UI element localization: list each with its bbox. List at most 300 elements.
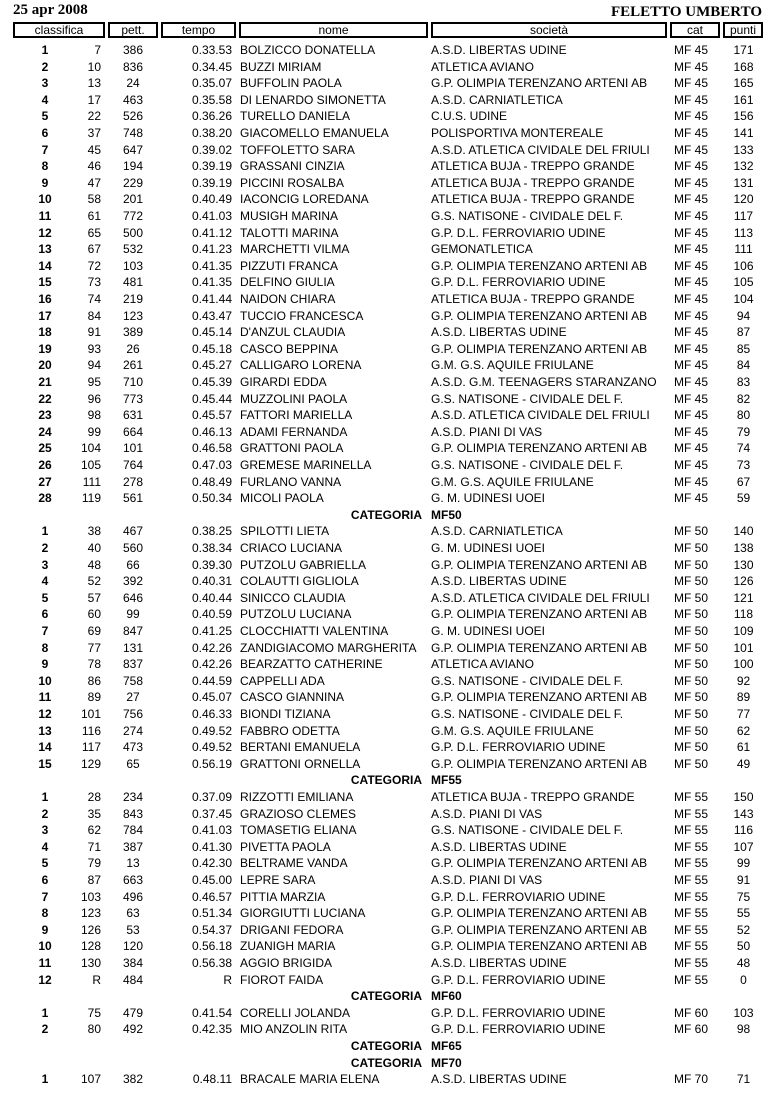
time-cell: 0.39.19 [191, 159, 232, 174]
athlete-name-cell: TALOTTI MARINA [240, 225, 339, 240]
points-cell: 74 [736, 441, 751, 456]
overall-position-cell: 40 [87, 541, 101, 555]
points-cell: 87 [736, 325, 751, 340]
club-cell: G.P. OLIMPIA TERENZANO ARTENI AB [431, 441, 648, 456]
club-cell: ATLETICA BUJA - TREPPO GRANDE [431, 175, 635, 190]
overall-position-cell: 101 [80, 707, 101, 721]
overall-position-cell: 37 [87, 126, 101, 140]
overall-position-cell: 22 [87, 109, 101, 124]
column-header-pett: pett. [108, 22, 158, 38]
overall-position-cell: 67 [87, 242, 101, 257]
rank-cell: 5 [41, 856, 49, 871]
overall-position-cell: 111 [82, 474, 101, 489]
rank-cell: 9 [41, 175, 49, 190]
bib-number-cell: 229 [122, 175, 144, 190]
bib-number-cell: 663 [122, 873, 144, 887]
club-cell: G. M. UDINESI UOEI [431, 624, 546, 638]
table-row [0, 739, 775, 756]
points-cell: 171 [733, 43, 754, 57]
table-row [0, 689, 775, 706]
overall-position-cell: 87 [87, 873, 101, 887]
overall-position-cell: 52 [87, 574, 101, 589]
bib-number-cell: 389 [122, 325, 144, 340]
points-cell: 133 [733, 142, 754, 157]
club-cell: G.P. D.L. FERROVIARIO UDINE [431, 1005, 606, 1020]
club-cell: G.M. G.S. AQUILE FRIULANE [431, 474, 594, 489]
athlete-name-cell: DELFINO GIULIA [240, 275, 335, 290]
time-cell: 0.40.49 [191, 192, 232, 207]
club-cell: A.S.D. ATLETICA CIVIDALE DEL FRIULI [431, 142, 650, 157]
points-cell: 100 [733, 657, 754, 672]
club-cell: A.S.D. LIBERTAS UDINE [431, 839, 567, 854]
club-cell: G.S. NATISONE - CIVIDALE DEL F. [431, 391, 624, 406]
bib-number-cell: 120 [122, 939, 144, 954]
table-row [0, 225, 775, 242]
bib-number-cell: 526 [122, 109, 144, 124]
time-cell: 0.46.13 [191, 424, 232, 439]
time-cell: 0.45.00 [191, 873, 232, 887]
category-cell: MF 50 [674, 690, 709, 705]
time-cell: 0.51.34 [191, 906, 232, 921]
club-cell: G.P. D.L. FERROVIARIO UDINE [431, 1022, 606, 1037]
points-cell: 109 [733, 624, 754, 638]
overall-position-cell: 58 [87, 192, 101, 207]
rank-cell: 14 [38, 740, 52, 755]
rank-cell: 8 [41, 159, 49, 174]
overall-position-cell: 95 [87, 375, 101, 389]
time-cell: 0.41.23 [191, 242, 232, 257]
category-cell: MF 45 [674, 408, 709, 423]
overall-position-cell: 75 [87, 1005, 101, 1020]
overall-position-cell: 123 [80, 906, 101, 921]
club-cell: POLISPORTIVA MONTEREALE [431, 126, 604, 140]
category-heading [0, 772, 775, 789]
time-cell: 0.56.18 [191, 939, 232, 954]
overall-position-cell: 46 [87, 159, 101, 174]
club-cell: G.S. NATISONE - CIVIDALE DEL F. [431, 823, 624, 838]
table-row [0, 972, 775, 989]
rank-cell: 1 [41, 790, 49, 804]
table-row [0, 573, 775, 590]
club-cell: G.P. OLIMPIA TERENZANO ARTENI AB [431, 922, 648, 937]
bib-number-cell: 647 [122, 142, 144, 157]
rank-cell: 6 [41, 126, 49, 140]
club-cell: A.S.D. LIBERTAS UDINE [431, 956, 567, 970]
category-cell: MF 50 [674, 624, 709, 638]
athlete-name-cell: ZANDIGIACOMO MARGHERITA [240, 640, 417, 655]
time-cell: 0.43.47 [191, 308, 232, 323]
overall-position-cell: 7 [94, 43, 101, 57]
category-label: CATEGORIA [350, 773, 422, 788]
points-cell: 130 [733, 557, 754, 572]
points-cell: 55 [736, 906, 751, 921]
rank-cell: 13 [38, 242, 52, 257]
club-cell: G.P. OLIMPIA TERENZANO ARTENI AB [431, 690, 648, 705]
column-header-classifica: classifica [13, 22, 105, 38]
athlete-name-cell: GRASSANI CINZIA [240, 159, 345, 174]
category-cell: MF 50 [674, 756, 709, 771]
overall-position-cell: R [92, 972, 101, 987]
time-cell: 0.48.49 [191, 474, 232, 489]
bib-number-cell: 758 [122, 673, 144, 688]
category-heading [0, 1055, 775, 1072]
rank-cell: 14 [38, 258, 52, 273]
athlete-name-cell: BUZZI MIRIAM [240, 59, 322, 74]
rank-cell: 2 [41, 1022, 49, 1037]
time-cell: 0.50.34 [191, 491, 232, 506]
bib-number-cell: 384 [122, 956, 144, 970]
rank-cell: 10 [38, 939, 52, 954]
category-cell: MF 45 [674, 375, 709, 389]
overall-position-cell: 89 [87, 690, 101, 705]
club-cell: G.P. OLIMPIA TERENZANO ARTENI AB [431, 258, 648, 273]
points-cell: 89 [736, 690, 751, 705]
time-cell: R [223, 972, 232, 987]
time-cell: 0.35.58 [191, 92, 232, 107]
table-row [0, 839, 775, 856]
rank-cell: 2 [41, 806, 49, 821]
points-cell: 161 [733, 92, 754, 107]
bib-number-cell: 467 [122, 524, 144, 539]
club-cell: G.M. G.S. AQUILE FRIULANE [431, 358, 594, 373]
bib-number-cell: 646 [122, 590, 144, 605]
club-cell: G.S. NATISONE - CIVIDALE DEL F. [431, 458, 624, 472]
race-location: FELETTO UMBERTO [610, 4, 762, 20]
category-cell: MF 45 [674, 474, 709, 489]
rank-cell: 9 [41, 922, 49, 937]
bib-number-cell: 219 [122, 292, 144, 306]
rank-cell: 27 [38, 474, 52, 489]
points-cell: 84 [736, 358, 751, 373]
table-row [0, 490, 775, 507]
points-cell: 120 [733, 192, 754, 207]
overall-position-cell: 91 [87, 325, 101, 340]
athlete-name-cell: TUCCIO FRANCESCA [240, 308, 364, 323]
rank-cell: 10 [38, 192, 52, 207]
athlete-name-cell: D'ANZUL CLAUDIA [240, 325, 346, 340]
club-cell: G.P. OLIMPIA TERENZANO ARTENI AB [431, 341, 648, 356]
table-row [0, 1071, 775, 1088]
club-cell: A.S.D. ATLETICA CIVIDALE DEL FRIULI [431, 408, 650, 423]
rank-cell: 1 [41, 1072, 49, 1087]
category-cell: MF 45 [674, 341, 709, 356]
rank-cell: 25 [38, 441, 52, 456]
table-row [0, 208, 775, 225]
rank-cell: 3 [41, 823, 49, 838]
category-value: MF55 [431, 773, 462, 788]
points-cell: 138 [733, 541, 754, 555]
time-cell: 0.47.03 [191, 458, 232, 472]
time-cell: 0.45.07 [191, 690, 232, 705]
bib-number-cell: 631 [122, 408, 144, 423]
club-cell: G.P. OLIMPIA TERENZANO ARTENI AB [431, 557, 648, 572]
category-cell: MF 45 [674, 142, 709, 157]
rank-cell: 24 [38, 424, 52, 439]
points-cell: 126 [733, 574, 754, 589]
time-cell: 0.41.03 [191, 823, 232, 838]
athlete-name-cell: IACONCIG LOREDANA [240, 192, 369, 207]
bib-number-cell: 560 [122, 541, 144, 555]
category-cell: MF 60 [674, 1022, 709, 1037]
bib-number-cell: 479 [122, 1005, 144, 1020]
bib-number-cell: 24 [126, 76, 140, 91]
table-row [0, 557, 775, 574]
overall-position-cell: 60 [87, 607, 101, 622]
rank-cell: 18 [38, 325, 52, 340]
rank-cell: 22 [38, 391, 52, 406]
bib-number-cell: 101 [122, 441, 144, 456]
bib-number-cell: 836 [122, 59, 144, 74]
club-cell: ATLETICA BUJA - TREPPO GRANDE [431, 790, 635, 804]
category-label: CATEGORIA [350, 989, 422, 1004]
athlete-name-cell: GIRARDI EDDA [240, 375, 327, 389]
rank-cell: 7 [41, 624, 49, 638]
bib-number-cell: 764 [122, 458, 144, 472]
athlete-name-cell: CLOCCHIATTI VALENTINA [240, 624, 389, 638]
category-cell: MF 45 [674, 325, 709, 340]
bib-number-cell: 99 [126, 607, 140, 622]
rank-cell: 13 [38, 723, 52, 738]
club-cell: A.S.D. CARNIATLETICA [431, 92, 563, 107]
club-cell: G.P. OLIMPIA TERENZANO ARTENI AB [431, 856, 648, 871]
overall-position-cell: 45 [87, 142, 101, 157]
bib-number-cell: 463 [122, 92, 144, 107]
athlete-name-cell: GRAZIOSO CLEMES [240, 806, 357, 821]
time-cell: 0.41.35 [191, 275, 232, 290]
points-cell: 103 [733, 1005, 754, 1020]
category-label: CATEGORIA [350, 1039, 422, 1053]
bib-number-cell: 201 [122, 192, 144, 207]
points-cell: 118 [733, 607, 754, 622]
bib-number-cell: 65 [126, 756, 140, 771]
athlete-name-cell: NAIDON CHIARA [240, 292, 336, 306]
overall-position-cell: 129 [80, 756, 101, 771]
overall-position-cell: 61 [87, 209, 101, 223]
points-cell: 92 [736, 673, 751, 688]
overall-position-cell: 80 [87, 1022, 101, 1037]
time-cell: 0.37.45 [191, 806, 232, 821]
table-row [0, 822, 775, 839]
category-cell: MF 45 [674, 43, 709, 57]
table-row [0, 142, 775, 159]
points-cell: 117 [733, 209, 754, 223]
overall-position-cell: 86 [87, 673, 101, 688]
athlete-name-cell: FATTORI MARIELLA [240, 408, 353, 423]
club-cell: A.S.D. LIBERTAS UDINE [431, 1072, 567, 1087]
table-row [0, 756, 775, 773]
time-cell: 0.37.09 [191, 790, 232, 804]
category-cell: MF 45 [674, 192, 709, 207]
column-header-punti: punti [723, 22, 763, 38]
time-cell: 0.41.30 [191, 839, 232, 854]
rank-cell: 5 [41, 109, 49, 124]
overall-position-cell: 71 [87, 839, 101, 854]
athlete-name-cell: BELTRAME VANDA [240, 856, 348, 871]
category-cell: MF 45 [674, 92, 709, 107]
club-cell: ATLETICA BUJA - TREPPO GRANDE [431, 292, 635, 306]
overall-position-cell: 103 [80, 889, 101, 904]
athlete-name-cell: GRATTONI ORNELLA [240, 756, 361, 771]
rank-cell: 6 [41, 873, 49, 887]
overall-position-cell: 79 [87, 856, 101, 871]
table-row [0, 474, 775, 491]
table-row [0, 955, 775, 972]
table-row [0, 341, 775, 358]
club-cell: A.S.D. LIBERTAS UDINE [431, 325, 567, 340]
points-cell: 52 [736, 922, 751, 937]
category-cell: MF 50 [674, 723, 709, 738]
athlete-name-cell: BRACALE MARIA ELENA [240, 1072, 380, 1087]
overall-position-cell: 128 [80, 939, 101, 954]
time-cell: 0.49.52 [191, 740, 232, 755]
rank-cell: 20 [38, 358, 52, 373]
category-label: CATEGORIA [350, 1055, 422, 1070]
club-cell: ATLETICA BUJA - TREPPO GRANDE [431, 159, 635, 174]
rank-cell: 12 [38, 225, 52, 240]
athlete-name-cell: PUTZOLU LUCIANA [240, 607, 352, 622]
table-row [0, 889, 775, 906]
time-cell: 0.41.03 [191, 209, 232, 223]
athlete-name-cell: FIOROT FAIDA [240, 972, 324, 987]
rank-cell: 28 [38, 491, 52, 506]
category-cell: MF 45 [674, 76, 709, 91]
table-row [0, 623, 775, 640]
category-cell: MF 45 [674, 175, 709, 190]
athlete-name-cell: ZUANIGH MARIA [240, 939, 336, 954]
points-cell: 0 [740, 972, 747, 987]
athlete-name-cell: FABBRO ODETTA [240, 723, 340, 738]
time-cell: 0.38.20 [191, 126, 232, 140]
table-row [0, 606, 775, 623]
club-cell: ATLETICA AVIANO [431, 59, 534, 74]
athlete-name-cell: FURLANO VANNA [240, 474, 342, 489]
category-value: MF65 [431, 1039, 462, 1053]
club-cell: A.S.D. LIBERTAS UDINE [431, 43, 567, 57]
bib-number-cell: 274 [122, 723, 144, 738]
rank-cell: 9 [41, 657, 49, 672]
rank-cell: 23 [38, 408, 52, 423]
table-row [0, 357, 775, 374]
category-cell: MF 45 [674, 242, 709, 257]
bib-number-cell: 26 [126, 341, 140, 356]
time-cell: 0.46.33 [191, 707, 232, 721]
points-cell: 80 [736, 408, 751, 423]
points-cell: 168 [733, 59, 754, 74]
athlete-name-cell: GRATTONI PAOLA [240, 441, 344, 456]
bib-number-cell: 123 [122, 308, 144, 323]
athlete-name-cell: BIONDI TIZIANA [240, 707, 331, 721]
bib-number-cell: 234 [122, 790, 144, 804]
category-cell: MF 45 [674, 59, 709, 74]
rank-cell: 15 [38, 275, 52, 290]
column-header-nome: nome [239, 22, 428, 38]
category-cell: MF 45 [674, 491, 709, 506]
athlete-name-cell: CAPPELLI ADA [240, 673, 325, 688]
category-cell: MF 50 [674, 657, 709, 672]
rank-cell: 5 [41, 590, 49, 605]
time-cell: 0.42.30 [191, 856, 232, 871]
table-row [0, 440, 775, 457]
athlete-name-cell: LEPRE SARA [240, 873, 316, 887]
category-cell: MF 50 [674, 607, 709, 622]
time-cell: 0.46.58 [191, 441, 232, 456]
rank-cell: 1 [41, 524, 49, 539]
overall-position-cell: 65 [87, 225, 101, 240]
overall-position-cell: 57 [87, 590, 101, 605]
time-cell: 0.40.59 [191, 607, 232, 622]
overall-position-cell: 69 [87, 624, 101, 638]
overall-position-cell: 48 [87, 557, 101, 572]
overall-position-cell: 17 [87, 92, 101, 107]
table-row [0, 1021, 775, 1038]
time-cell: 0.48.11 [192, 1072, 232, 1087]
athlete-name-cell: PUTZOLU GABRIELLA [240, 557, 367, 572]
athlete-name-cell: AGGIO BRIGIDA [240, 956, 333, 970]
club-cell: G. M. UDINESI UOEI [431, 541, 546, 555]
category-cell: MF 55 [674, 823, 709, 838]
table-row [0, 158, 775, 175]
bib-number-cell: 847 [122, 624, 144, 638]
overall-position-cell: 73 [87, 275, 101, 290]
overall-position-cell: 35 [87, 806, 101, 821]
category-value: MF70 [431, 1055, 462, 1070]
rank-cell: 11 [38, 956, 52, 970]
athlete-name-cell: ADAMI FERNANDA [240, 424, 348, 439]
rank-cell: 21 [38, 375, 52, 389]
overall-position-cell: 78 [87, 657, 101, 672]
rank-cell: 4 [41, 92, 49, 107]
category-cell: MF 55 [674, 956, 709, 970]
athlete-name-cell: GIORGIUTTI LUCIANA [240, 906, 366, 921]
bib-number-cell: 492 [122, 1022, 144, 1037]
category-cell: MF 50 [674, 673, 709, 688]
points-cell: 85 [736, 341, 751, 356]
bib-number-cell: 756 [122, 707, 144, 721]
bib-number-cell: 13 [126, 856, 140, 871]
bib-number-cell: 103 [122, 258, 144, 273]
table-row [0, 540, 775, 557]
points-cell: 77 [736, 707, 751, 721]
category-cell: MF 55 [674, 906, 709, 921]
athlete-name-cell: MIO ANZOLIN RITA [240, 1022, 348, 1037]
points-cell: 165 [733, 76, 754, 91]
points-cell: 140 [733, 524, 754, 539]
athlete-name-cell: RIZZOTTI EMILIANA [240, 790, 354, 804]
time-cell: 0.49.52 [191, 723, 232, 738]
athlete-name-cell: TOFFOLETTO SARA [240, 142, 355, 157]
time-cell: 0.54.37 [191, 922, 232, 937]
overall-position-cell: 126 [80, 922, 101, 937]
rank-cell: 7 [41, 142, 49, 157]
category-cell: MF 55 [674, 790, 709, 804]
table-row [0, 258, 775, 275]
category-cell: MF 50 [674, 524, 709, 539]
club-cell: A.S.D. ATLETICA CIVIDALE DEL FRIULI [431, 590, 650, 605]
rank-cell: 6 [41, 607, 49, 622]
bib-number-cell: 131 [122, 640, 144, 655]
category-heading [0, 1038, 775, 1055]
club-cell: G.S. NATISONE - CIVIDALE DEL F. [431, 673, 624, 688]
table-row [0, 291, 775, 308]
category-cell: MF 50 [674, 574, 709, 589]
club-cell: G.P. OLIMPIA TERENZANO ARTENI AB [431, 76, 648, 91]
bib-number-cell: 561 [122, 491, 144, 506]
overall-position-cell: 13 [87, 76, 101, 91]
points-cell: 99 [736, 856, 751, 871]
overall-position-cell: 93 [87, 341, 101, 356]
athlete-name-cell: SPILOTTI LIETA [240, 524, 330, 539]
rank-cell: 16 [38, 292, 52, 306]
